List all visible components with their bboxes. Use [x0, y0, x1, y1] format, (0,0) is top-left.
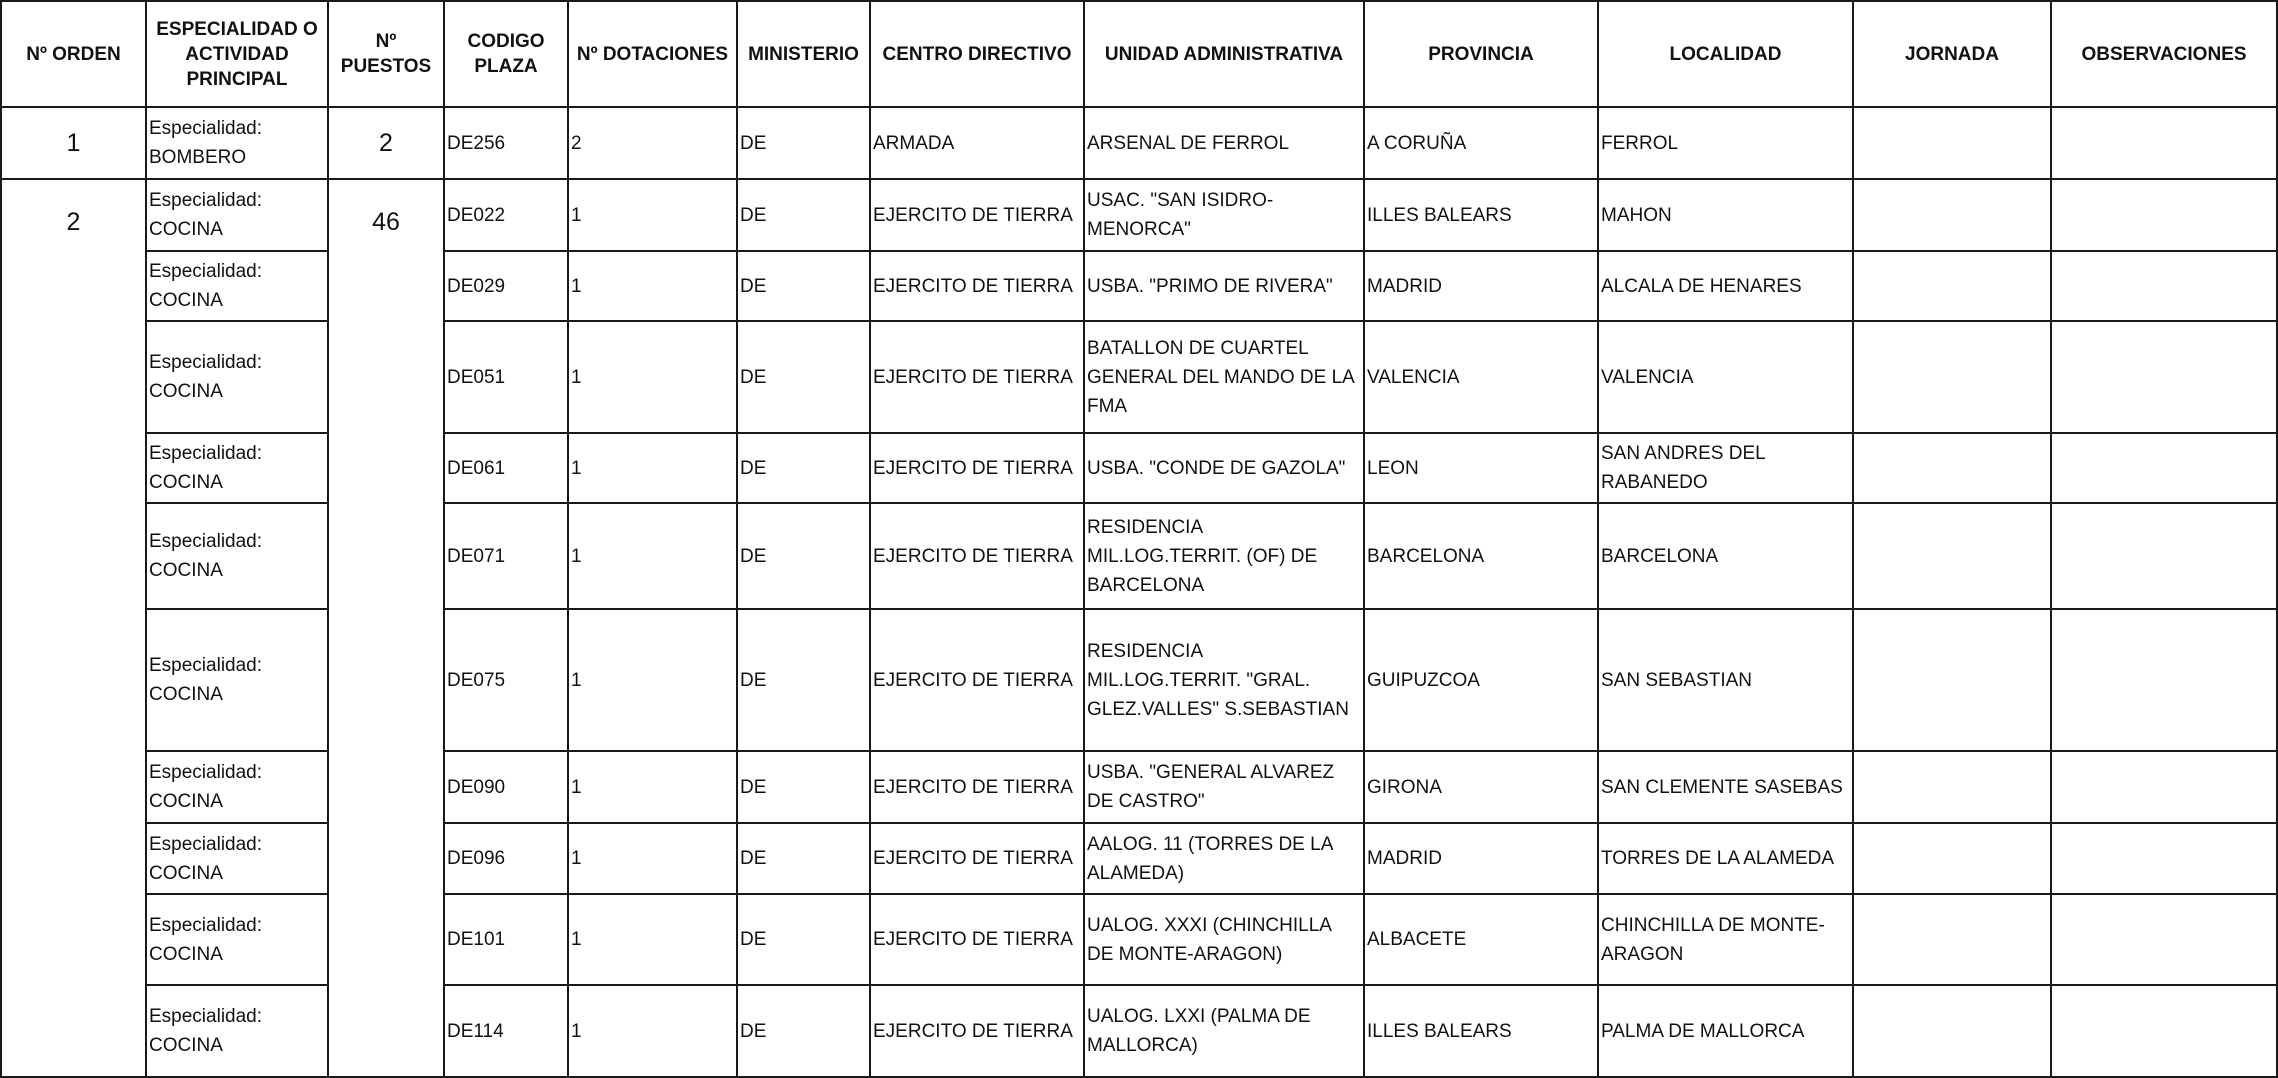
column-header-observaciones: OBSERVACIONES [2050, 0, 2278, 108]
table-cell-unidad: RESIDENCIA MIL.LOG.TERRIT. (OF) DE BARCELONA [1083, 502, 1365, 610]
column-header-ministerio: MINISTERIO [736, 0, 871, 108]
table-cell-observaciones [2050, 822, 2278, 895]
table-cell-dotaciones: 1 [567, 893, 738, 986]
table-cell-especialidad: Especialidad: COCINA [145, 250, 329, 322]
table-cell-dotaciones: 1 [567, 320, 738, 434]
table-cell-codigo: DE256 [443, 106, 569, 180]
table-cell-unidad: USAC. "SAN ISIDRO- MENORCA" [1083, 178, 1365, 252]
table-cell-especialidad: Especialidad: COCINA [145, 750, 329, 824]
column-header-localidad: LOCALIDAD [1597, 0, 1854, 108]
table-cell-ministerio: DE [736, 608, 871, 752]
table-cell-dotaciones: 1 [567, 178, 738, 252]
table-cell-ministerio: DE [736, 822, 871, 895]
table-cell-localidad: SAN SEBASTIAN [1597, 608, 1854, 752]
table-cell-localidad: FERROL [1597, 106, 1854, 180]
group-puestos-cell: 46 [327, 178, 445, 1078]
table-cell-unidad: USBA. "CONDE DE GAZOLA" [1083, 432, 1365, 504]
column-header-unidad: UNIDAD ADMINISTRATIVA [1083, 0, 1365, 108]
table-cell-especialidad: Especialidad: COCINA [145, 432, 329, 504]
table-cell-ministerio: DE [736, 893, 871, 986]
table-cell-observaciones [2050, 320, 2278, 434]
table-cell-provincia: MADRID [1363, 822, 1599, 895]
table-cell-unidad: UALOG. XXXI (CHINCHILLA DE MONTE-ARAGON) [1083, 893, 1365, 986]
table-cell-jornada [1852, 502, 2052, 610]
table-cell-provincia: ILLES BALEARS [1363, 178, 1599, 252]
table-cell-localidad: TORRES DE LA ALAMEDA [1597, 822, 1854, 895]
table-cell-observaciones [2050, 432, 2278, 504]
table-cell-observaciones [2050, 502, 2278, 610]
table-cell-centro: EJERCITO DE TIERRA [869, 750, 1085, 824]
table-cell-centro: EJERCITO DE TIERRA [869, 432, 1085, 504]
table-cell-dotaciones: 2 [567, 106, 738, 180]
table-cell-localidad: VALENCIA [1597, 320, 1854, 434]
table-cell-jornada [1852, 106, 2052, 180]
table-cell-especialidad: Especialidad: COCINA [145, 893, 329, 986]
table-cell-provincia: ILLES BALEARS [1363, 984, 1599, 1078]
table-cell-codigo: DE029 [443, 250, 569, 322]
table-cell-localidad: MAHON [1597, 178, 1854, 252]
table-cell-especialidad: Especialidad: COCINA [145, 178, 329, 252]
table-cell-localidad: SAN ANDRES DEL RABANEDO [1597, 432, 1854, 504]
table-cell-ministerio: DE [736, 432, 871, 504]
table-cell-especialidad: Especialidad: COCINA [145, 984, 329, 1078]
table-cell-jornada [1852, 250, 2052, 322]
table-cell-unidad: ARSENAL DE FERROL [1083, 106, 1365, 180]
table-cell-dotaciones: 1 [567, 432, 738, 504]
table-cell-ministerio: DE [736, 984, 871, 1078]
table-cell-ministerio: DE [736, 106, 871, 180]
table-cell-localidad: CHINCHILLA DE MONTE- ARAGON [1597, 893, 1854, 986]
table-cell-provincia: VALENCIA [1363, 320, 1599, 434]
table-cell-provincia: GUIPUZCOA [1363, 608, 1599, 752]
table-cell-ministerio: DE [736, 750, 871, 824]
table-cell-unidad: BATALLON DE CUARTEL GENERAL DEL MANDO DE LA FMA [1083, 320, 1365, 434]
table-cell-provincia: GIRONA [1363, 750, 1599, 824]
table-cell-localidad: ALCALA DE HENARES [1597, 250, 1854, 322]
table-cell-dotaciones: 1 [567, 502, 738, 610]
table-cell-codigo: DE096 [443, 822, 569, 895]
table-cell-unidad: USBA. "PRIMO DE RIVERA" [1083, 250, 1365, 322]
table-cell-provincia: ALBACETE [1363, 893, 1599, 986]
table-cell-centro: ARMADA [869, 106, 1085, 180]
table-cell-jornada [1852, 320, 2052, 434]
table-cell-especialidad: Especialidad: COCINA [145, 320, 329, 434]
table-cell-provincia: BARCELONA [1363, 502, 1599, 610]
column-header-centro: CENTRO DIRECTIVO [869, 0, 1085, 108]
table-cell-centro: EJERCITO DE TIERRA [869, 320, 1085, 434]
table-cell-jornada [1852, 178, 2052, 252]
table-cell-jornada [1852, 432, 2052, 504]
table-cell-codigo: DE022 [443, 178, 569, 252]
table-cell-dotaciones: 1 [567, 984, 738, 1078]
table-cell-localidad: SAN CLEMENTE SASEBAS [1597, 750, 1854, 824]
table-cell-unidad: USBA. "GENERAL ALVAREZ DE CASTRO" [1083, 750, 1365, 824]
table-cell-codigo: DE075 [443, 608, 569, 752]
table-cell-dotaciones: 1 [567, 608, 738, 752]
table-cell-observaciones [2050, 608, 2278, 752]
table-cell-observaciones [2050, 106, 2278, 180]
table-cell-codigo: DE051 [443, 320, 569, 434]
table-cell-observaciones [2050, 893, 2278, 986]
table-cell-observaciones [2050, 178, 2278, 252]
table-cell-especialidad: Especialidad: BOMBERO [145, 106, 329, 180]
column-header-especialidad: ESPECIALIDAD O ACTIVIDAD PRINCIPAL [145, 0, 329, 108]
table-cell-unidad: UALOG. LXXI (PALMA DE MALLORCA) [1083, 984, 1365, 1078]
table-cell-codigo: DE071 [443, 502, 569, 610]
table-cell-dotaciones: 1 [567, 822, 738, 895]
table-cell-observaciones [2050, 250, 2278, 322]
table-cell-codigo: DE061 [443, 432, 569, 504]
table-cell-provincia: A CORUÑA [1363, 106, 1599, 180]
table-cell-especialidad: Especialidad: COCINA [145, 502, 329, 610]
column-header-codigo: CODIGO PLAZA [443, 0, 569, 108]
table-cell-codigo: DE101 [443, 893, 569, 986]
table-cell-especialidad: Especialidad: COCINA [145, 822, 329, 895]
table-cell-centro: EJERCITO DE TIERRA [869, 502, 1085, 610]
table-cell-jornada [1852, 984, 2052, 1078]
group-orden-cell: 1 [0, 106, 147, 180]
table-cell-observaciones [2050, 750, 2278, 824]
table-cell-ministerio: DE [736, 320, 871, 434]
table-cell-localidad: BARCELONA [1597, 502, 1854, 610]
table-cell-centro: EJERCITO DE TIERRA [869, 893, 1085, 986]
table-cell-centro: EJERCITO DE TIERRA [869, 984, 1085, 1078]
table-cell-jornada [1852, 750, 2052, 824]
table-cell-especialidad: Especialidad: COCINA [145, 608, 329, 752]
table-cell-jornada [1852, 893, 2052, 986]
table-cell-observaciones [2050, 984, 2278, 1078]
table-cell-jornada [1852, 608, 2052, 752]
table-cell-provincia: MADRID [1363, 250, 1599, 322]
table-cell-codigo: DE114 [443, 984, 569, 1078]
column-header-dotaciones: Nº DOTACIONES [567, 0, 738, 108]
group-orden-cell: 2 [0, 178, 147, 1078]
table-cell-localidad: PALMA DE MALLORCA [1597, 984, 1854, 1078]
table-cell-centro: EJERCITO DE TIERRA [869, 822, 1085, 895]
column-header-puestos: Nº PUESTOS [327, 0, 445, 108]
table-cell-jornada [1852, 822, 2052, 895]
column-header-jornada: JORNADA [1852, 0, 2052, 108]
table-cell-centro: EJERCITO DE TIERRA [869, 608, 1085, 752]
column-header-orden: Nº ORDEN [0, 0, 147, 108]
group-puestos-cell: 2 [327, 106, 445, 180]
table-cell-centro: EJERCITO DE TIERRA [869, 178, 1085, 252]
table-cell-ministerio: DE [736, 178, 871, 252]
table-cell-dotaciones: 1 [567, 250, 738, 322]
table-cell-centro: EJERCITO DE TIERRA [869, 250, 1085, 322]
table-cell-unidad: RESIDENCIA MIL.LOG.TERRIT. "GRAL. GLEZ.VALLES" S.SEBASTIAN [1083, 608, 1365, 752]
table-cell-ministerio: DE [736, 502, 871, 610]
table-cell-ministerio: DE [736, 250, 871, 322]
table-cell-codigo: DE090 [443, 750, 569, 824]
column-header-provincia: PROVINCIA [1363, 0, 1599, 108]
table-cell-provincia: LEON [1363, 432, 1599, 504]
table-cell-dotaciones: 1 [567, 750, 738, 824]
table-cell-unidad: AALOG. 11 (TORRES DE LA ALAMEDA) [1083, 822, 1365, 895]
